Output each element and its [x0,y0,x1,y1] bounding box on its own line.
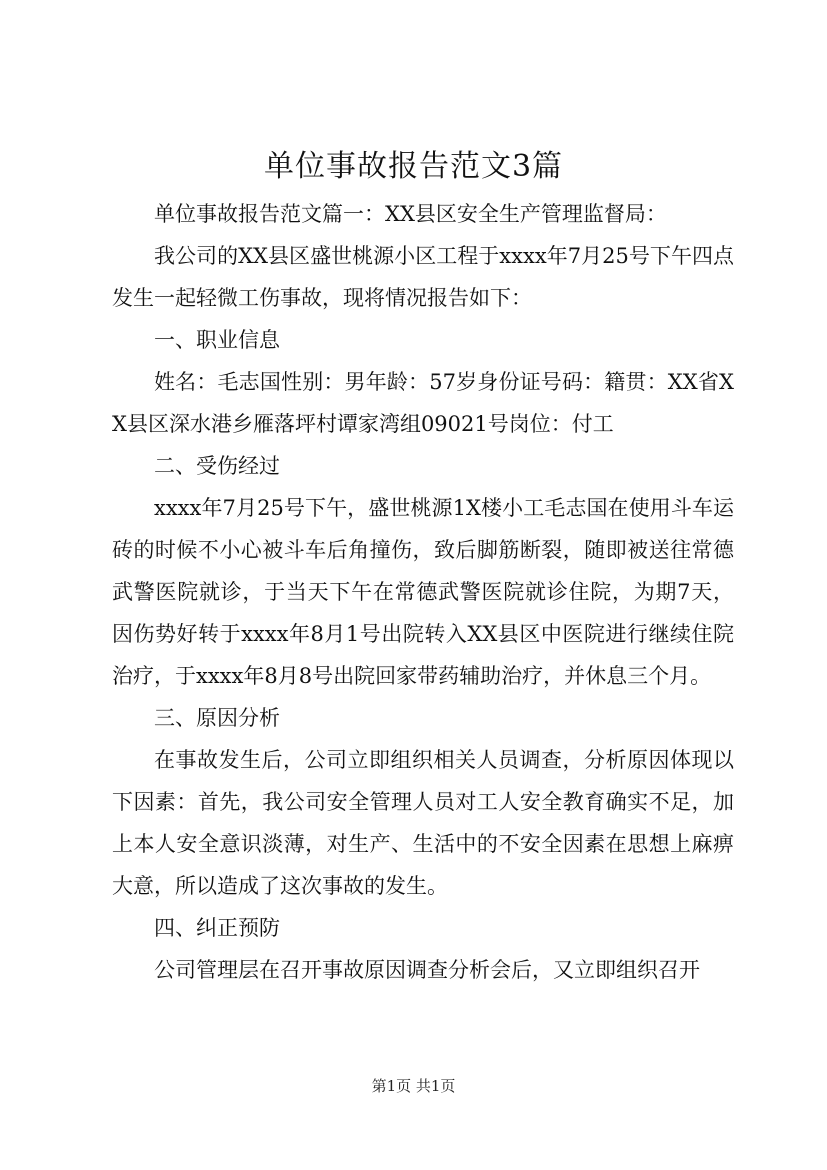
section-heading-injury: 二、受伤经过 [154,454,280,478]
page-title: 单位事故报告范文3篇 [263,149,564,184]
paragraph-injury-details: xxxx年7月25号下午，盛世桃源1X楼小工毛志国在使用斗车运砖的时候不小心被斗车后角撞伤，致后脚筋断裂，随即被送往常德武警医院就诊，于当天下午在常德武警医院就诊住院，为期7天，因伤势好转于xxxx年8月1号出院转入XX县区中医院进行继续住院治疗，于xxxx年8月8号出院回家带药辅助治疗，并休息三个月。 [112,496,734,688]
section-heading-occupation: 一、职业信息 [154,328,280,352]
section-heading-prevention: 四、纠正预防 [154,916,280,940]
paragraph-addressee: 单位事故报告范文篇一：XX县区安全生产管理监督局： [154,202,667,226]
document-body [112,193,734,991]
paragraph-intro: 我公司的XX县区盛世桃源小区工程于xxxx年7月25号下午四点发生一起轻微工伤事故，现将情况报告如下： [112,244,734,310]
paragraph-prevention: 公司管理层在召开事故原因调查分析会后，又立即组织召开 [154,958,700,982]
page-indicator: 第1页 共1页 [371,1077,456,1095]
section-heading-cause: 三、原因分析 [154,706,280,730]
paragraph-cause-analysis: 在事故发生后，公司立即组织相关人员调查，分析原因体现以下因素：首先，我公司安全管理人员对工人安全教育确实不足，加上本人安全意识淡薄，对生产、生活中的不安全因素在思想上麻痹大意，所以造成了这次事故的发生。 [112,748,734,898]
paragraph-personal-info: 姓名：毛志国性别：男年龄：57岁身份证号码：籍贯：XX省XX县区深水港乡雁落坪村谭家湾组09021号岗位：付工 [112,370,734,436]
